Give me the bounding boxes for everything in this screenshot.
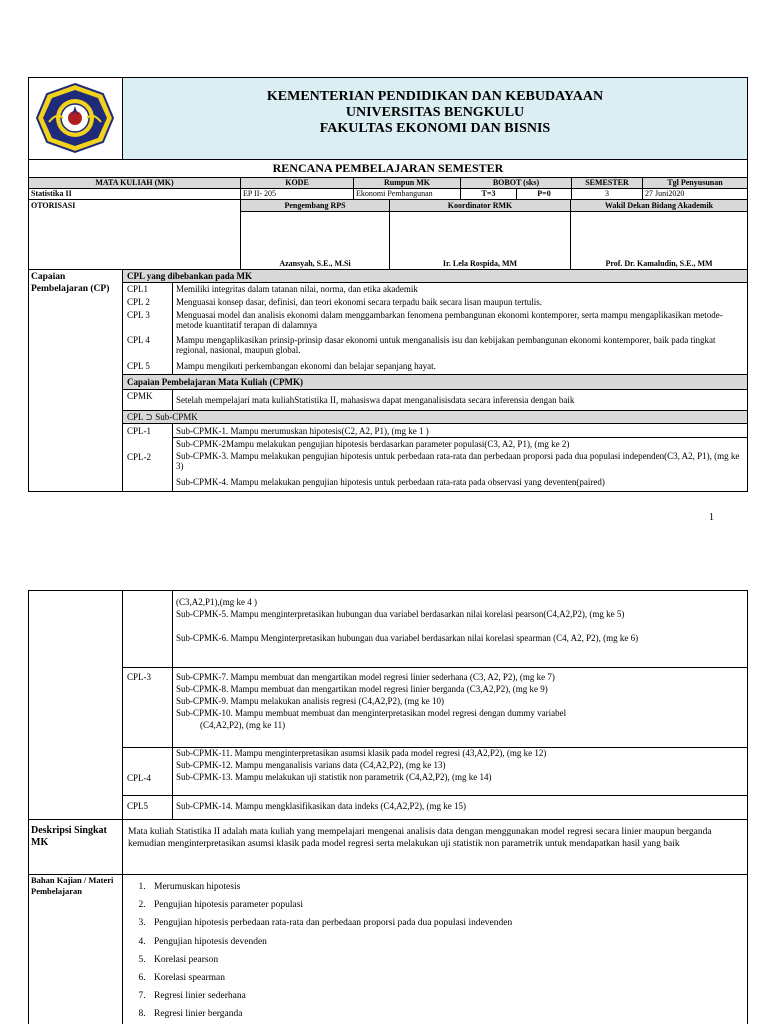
cpl-text: Mampu mengaplikasikan prinsip-prinsip dasar ekonomi untuk menganalisis isu dan kebijakan pembangunan ekonomi kontemporer, baik pada tingkat regional, nasional, maupun global. [176,335,716,355]
h-koordinator: Koordinator RMK [447,201,513,210]
list-item: 8. Regresi linier berganda [148,1005,742,1023]
subcpmk-7: Sub-CPMK-7. Mampu membuat dan mengartikan model regresi linier sederhana (C3, A2, P2), (mg ke 7) [176,672,555,682]
h-tgl: Tgl Penyusunan [667,178,723,187]
university-logo-icon [35,82,115,154]
doc-title: RENCANA PEMBELAJARAN SEMESTER [272,161,504,175]
cpl-code: CPL 4 [127,335,150,345]
subcpmk-cpl-code: CPL-2 [127,452,152,462]
bahan-kajian-list [122,878,742,1024]
subcpmk-8: Sub-CPMK-8. Mampu membuat dan mengartikan model regresi linier berganda (C3,A2,P2), (mg ke 9) [176,684,548,694]
header-title [122,89,748,137]
cpl-text: Memiliki integritas dalam tatanan nilai, norma, dan etika akademik [176,284,418,294]
cpl-text: Menguasai konsep dasar, definisi, dan teori ekonomi secara terpadu baik secara lisan maupun tertulis. [176,297,543,307]
otorisasi-label: OTORISASI [31,201,76,210]
list-item: 1. Merumuskan hipotesis [148,878,742,896]
university-name: UNIVERSITAS BENGKULU [345,105,525,120]
rumpun-value: Ekonomi Pembangunan [356,189,433,198]
h-semester: SEMESTER [585,178,629,187]
h-rumpun: Rumpun MK [383,178,430,187]
list-item: 2. Pengujian hipotesis parameter populasi [148,896,742,914]
bahan-kajian-label: Bahan Kajian / Materi Pembelajaran [31,875,114,896]
h-kode: KODE [285,178,309,187]
semester-value: 3 [605,189,609,198]
cpl-5-code: CPL5 [127,801,149,811]
koordinator-name: Ir. Lela Rospida, MM [442,259,518,268]
deskripsi-label: Deskripsi Singkat MK [31,825,107,848]
subcpmk-cpl-code: CPL-1 [127,426,152,436]
deskripsi-text: Mata kuliah Statistika II adalah mata kuliah yang mempelajari mengenai analisis data dengan menggunakan model regresi secara linier maupun berganda kemudian menginterpretasikan asumsi klasik pada model regresi serta melakukan uji statistik non parametrik untuk mendapatkan hasil yang baik [128,827,712,849]
cpl-code: CPL1 [127,284,149,294]
cpmk-code: CPMK [127,391,153,401]
cp-label: Capaian Pembelajaran (CP) [31,272,110,294]
h-bobot: BOBOT (sks) [492,178,540,187]
subcpmk-5: Sub-CPMK-5. Mampu menginterpretasikan hubungan dua variabel berdasarkan nilai korelasi pearson(C4,A2,P2), (mg ke 5) [176,609,625,619]
bobot-t: T=3 [481,189,496,198]
page-number: 1 [709,512,714,523]
cpmk-text: Setelah mempelajari mata kuliahStatistika II, mahasiswa dapat menganalisisdata secara inferensia dengan baik [176,395,575,405]
subcpmk-11: Sub-CPMK-11. Mampu menginterpretasikan asumsi klasik pada model regresi (43,A2,P2), (mg ke 12) [176,748,547,758]
subcpmk-text: Sub-CPMK-3. Mampu melakukan pengujian hipotesis untuk perbedaan rata-rata dan perbedaan proporsi pada dua populasi independen(C3, A2, P1), (mg ke 3) [176,451,740,471]
subcpmk-14: Sub-CPMK-14. Mampu mengklasifikasikan data indeks (C4,A2,P2), (mg ke 15) [176,801,466,811]
subcpmk-header-row [123,411,747,423]
list-item: 5. Korelasi pearson [148,951,742,969]
h-wakil-dekan: Wakil Dekan Bidang Akademik [604,201,714,210]
kode-value: EP II- 205 [243,189,277,198]
subcpmk-10-cont: (C4,A2,P2), (mg ke 11) [200,720,286,730]
ministry-name: KEMENTERIAN PENDIDIKAN DAN KEBUDAYAAN [266,89,604,104]
mk-value: Statistika II [31,189,72,198]
subcpmk-9: Sub-CPMK-9. Mampu melakukan analisis regresi (C4,A2,P2), (mg ke 10) [176,696,444,706]
cpl-header: CPL yang dibebankan pada MK [127,271,253,281]
subcpmk-text: Sub-CPMK-1. Mampu merumuskan hipotesis(C2, A2, P1), (mg ke 1 ) [176,426,429,436]
list-item: 7. Regresi linier sederhana [148,987,742,1005]
pengembang-name: Azansyah, S.E., M.Si [279,259,351,268]
list-item: 4. Pengujian hipotesis devenden [148,933,742,951]
h-mata-kuliah: MATA KULIAH (MK) [95,178,174,187]
list-item: 3. Pengujian hipotesis perbedaan rata-rata dan perbedaan proporsi pada dua populasi indevenden [148,914,742,932]
wakil-dekan-name: Prof. Dr. Kamaludin, S.E., MM [605,259,713,268]
cpl-code: CPL 2 [127,297,150,307]
bobot-p: P=0 [537,189,551,198]
cpl-text: Mampu mengikuti perkembangan ekonomi dan belajar sepanjang hayat. [176,361,436,371]
subcpmk-10: Sub-CPMK-10. Mampu membuat membuat dan menginterpretasikan model regresi dengan dummy variabel [176,708,567,718]
subcpmk-text: Sub-CPMK-2Mampu melakukan pengujian hipotesis berdasarkan parameter populasi(C3, A2, P1), (mg ke 2) [176,439,570,449]
cpl-4-code: CPL-4 [127,773,152,783]
cpl-text: Menguasai model dan analisis ekonomi dalam menggambarkan fenomena pembangunan ekonomi kontemporer, serta mampu mengaplikasikan metode-metode kuantitatif terapan di dalamnya [176,310,723,330]
subcpmk-13: Sub-CPMK-13. Mampu melakukan uji statistik non parametrik (C4,A2,P2), (mg ke 14) [176,772,492,782]
page-2 [0,590,768,1024]
subcpmk-header: CPL ⊃ Sub-CPMK [127,412,198,422]
tgl-value: 27 Juni2020 [645,189,685,198]
cpl-code: CPL 3 [127,310,150,320]
subcpmk-text: Sub-CPMK-4. Mampu melakukan pengujian hipotesis untuk perbedaan rata-rata pada observasi yang deventen(paired) [176,477,605,487]
subcpmk-6: Sub-CPMK-6. Mampu Menginterpretasikan hubungan dua variabel berdasarkan nilai korelasi spearman (C4, A2, P2), (mg ke 6) [176,633,639,643]
subcpmk-continued: (C3,A2,P1),(mg ke 4 ) [176,597,257,607]
h-pengembang: Pengembang RPS [284,201,346,210]
cpl-3-code: CPL-3 [127,672,152,682]
cpmk-header: Capaian Pembelajaran Mata Kuliah (CPMK) [127,377,303,387]
cpl-code: CPL 5 [127,361,150,371]
subcpmk-12: Sub-CPMK-12. Mampu menganalisis varians data (C4,A2,P2), (mg ke 13) [176,760,446,770]
list-item: 6. Korelasi spearman [148,969,742,987]
faculty-name: FAKULTAS EKONOMI DAN BISNIS [319,121,551,136]
